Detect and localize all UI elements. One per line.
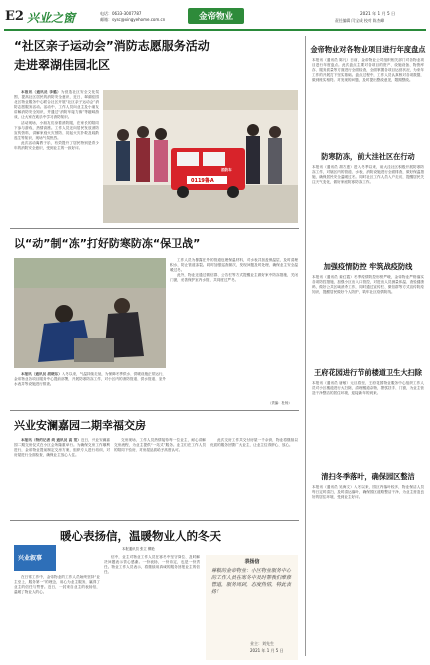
divider-story3 [10, 520, 299, 521]
right-s2-body: 本报讯（通讯员 胡方惠）进入冬季以来，前大洼社区积极开展防寒防冻工作，对辖区内的管道、水表、消防设施进行全面排查，做好保温措施，确保居民安全温暖过冬。同时社区工作人员入户走访，提醒居民关注天气变化，做好家庭防寒防冻工作。 [312, 165, 424, 185]
header-tel: 电话：0633-3007787 [100, 11, 142, 16]
bottom-title: 暖心表扬信，温暖物业人的冬天 [60, 529, 221, 543]
story3-col2 [114, 438, 206, 518]
truck-plate: 0119鲁A [191, 178, 214, 184]
story3-p3: 此次交房工作共交付房屋一千余套，物业将继续以优质的服务回馈广大业主，让业主住得舒心、放心。 [210, 438, 298, 448]
section-tab [188, 8, 244, 24]
right-s3-title: 加强疫情防控 牢筑战疫防线 [323, 262, 413, 271]
page-number: E2 [5, 9, 24, 24]
story2-photo [14, 258, 166, 368]
right-s1-title: 金帝物业对各物业项目进行年度盘点 [310, 45, 426, 54]
story3-title: 兴业安澜嘉园二期幸福交房 [14, 419, 146, 432]
lead-photo [103, 90, 298, 223]
story2-editor-note: （责编：杜杨） [268, 401, 292, 405]
right-s5-body: 本报讯（通讯员 吴海文）入冬以来，园区内落叶较多，物业保洁人员每日定时清扫，及时清运落叶，确保园区道路整洁干净，为业主营造良好的居住环境，受到业主好评。 [312, 485, 424, 500]
story2-body-a [14, 372, 166, 407]
right-s4-body: 本报讯（通讯员 唐敏）元旦将至，王府花园物业服务中心组织工作人员对小区楼道进行大扫除，清理楼道杂物，擦拭扶手、门窗，为业主营造干净整洁的居住环境，迎接新年的到来。 [312, 381, 424, 396]
lead-p3: 此次活动寓教于乐，有效提升了居民特别是青少年的消防安全意识，受到业主的一致好评。 [14, 140, 99, 151]
story3-col3 [210, 438, 298, 518]
story3-p2: 交房现场，工作人员热情接待每一位业主，耐心讲解交房流程，为业主提供“一站式”服务。业主们在工作人员的陪同下验房，对房屋品质给予高度认可。 [114, 438, 206, 453]
right-s2-title: 防寒防冻，前大洼社区在行动 [321, 152, 415, 161]
column-divider [305, 36, 306, 656]
divider-lead [10, 228, 299, 229]
bottom-p1: 在日常工作中，金帝物业的工作人员始终坚持“业主至上，服务第一”的理念，用心为业主服务，赢得了业主的信任与赞誉。近日，一封来自业主的表扬信，温暖了物业人的心。 [14, 575, 100, 595]
story2-p1: 入冬以来，气温持续走低，为保障冬季供水、供暖设施正常运行，金帝物业各项目服务中心提前部署，开展防寒防冻工作，对小区内的消防管道、供水管道、室外水表井等设施进行排查。 [14, 372, 166, 387]
bottom-col1 [14, 575, 100, 660]
right-s4-title: 王府花园进行节前楼道卫生大扫除 [314, 368, 422, 377]
lead-title-line1: “社区亲子运动会”消防志愿服务活动 [14, 39, 210, 53]
masthead [0, 0, 430, 32]
section-brand: 兴业之窗 [27, 11, 76, 25]
right-s5-title: 清扫冬季落叶，确保园区整洁 [321, 472, 415, 481]
story2-body-b [170, 258, 298, 408]
commendation-letter [206, 555, 298, 660]
right-s1-body: 本报讯（通讯员 陈凡）日前，金帝物业公司组织相关部门对各物业项目进行年度盘点。此次盘点主要对各项目的资产、设施设备、物资库存、服务质量等方面进行全面检查，全面掌握各项目运营状况，为来年工作的开展打下坚实基础。盘点过程中，工作人员认真核对各项数据，做到账实相符。对发现的问题，及时提出整改意见，限期整改。 [312, 58, 424, 83]
section-tab-label: 金帝物业 [198, 12, 233, 22]
lead-photo-art [103, 90, 298, 223]
letter-date: 2021 年 1 月 5 日 [250, 648, 284, 653]
story2-title: 以“动”制“冻”打好防寒防冻“保卫战” [14, 237, 201, 250]
story2-p3: 此外，物业还通过微信群、公告栏等方式提醒业主做好家中防冻措施，关闭门窗，妥善保护室内水管，共同度过严冬。 [170, 273, 298, 283]
feature-banner-label: 兴业叙事 [18, 555, 43, 562]
story3-byline: 本报讯（特约记者 尚 通讯员 高 宽） [21, 438, 81, 442]
divider-story2 [10, 410, 299, 411]
story3-col1 [14, 438, 110, 518]
bottom-p2: 信中，业主对物业工作人员在寒冬中坚守岗位、及时解决问题表示衷心感谢。一份表扬，一份肯定，也是一份责任。物业工作人员表示，将继续用真诚的服务回报业主的信任。 [104, 555, 200, 575]
header-mail: 邮箱：sysc@xingyehome.com.cn [100, 17, 166, 22]
feature-banner [14, 545, 56, 571]
story2-photo-art [14, 258, 166, 368]
lead-byline: 本报讯（通讯员 李璐） [21, 90, 61, 94]
letter-title: 表扬信 [244, 559, 260, 565]
letter-body: 尊敬的金帝物业：小区物业服务中心的工作人员在寒冬中及时帮我们维修管道，服务周到，态度热情，特此表扬！ [211, 568, 292, 595]
header-editors: 责任编辑 闫宝成 校对 陈杰峰 [335, 18, 385, 23]
story2-p2: 工作人员为暴露在外的管道包裹保温材料，对水表井加盖保温层，及时清理积水，防止管道冻裂。同时加强巡查频次，发现问题及时处理，确保业主安全温暖过冬。 [170, 258, 298, 273]
lead-body [14, 90, 99, 225]
lead-title-line2: 走进翠湖佳园北区 [14, 58, 111, 72]
story3-p1: 近日，兴业安澜嘉园二期交房仪式在小区会所隆重举行。为确保交房工作顺利进行，金帝物业提前制定交房方案，组织专人进行培训，对房屋进行全面检查，确保业主放心入住。 [14, 438, 110, 458]
letter-signature: 业主：刘先生 [250, 641, 274, 646]
story2-byline: 本报讯（通讯员 胡晓东） [21, 372, 62, 376]
bottom-col2 [104, 555, 200, 660]
header-date: 2021 年 1 月 5 日 [360, 11, 396, 16]
lead-p2: 活动现场，小朋友们身着消防服，在家长的陪同下参与游戏，热情高涨。工作人员还向居民发放消防宣传资料，讲解家庭火灾预防、初起火灾扑救及疏散逃生等知识，现场气氛热烈。 [14, 120, 99, 140]
header-rule [4, 29, 426, 31]
lead-p1: 为营造社区安全文化氛围，提高社区居民的消防安全意识，近日，翠湖佳园北区物业服务中心联合社区开展“社区亲子运动会”消防志愿服务活动。活动中，工作人员向业主及小朋友讲解消防安全知识，并通过“消防车接力赛”等趣味游戏，让大家在欢乐中学习消防知识。 [14, 90, 99, 120]
right-s3-body: 本报讯（通讯员 姜红霞）冬季疫情防控形势严峻，金帝物业严格落实各项防控措施，加强小区出入口管控，对进出人员测量体温、查验健康码，做好公共区域消杀工作，同时通过宣传栏、微信群等方式宣传防疫知识，提醒居民做好个人防护，筑牢社区疫情防线。 [312, 275, 424, 295]
truck-label: 消防车 [221, 168, 232, 172]
bottom-byline: 本报通讯员 张立 柳艳 [122, 547, 155, 551]
